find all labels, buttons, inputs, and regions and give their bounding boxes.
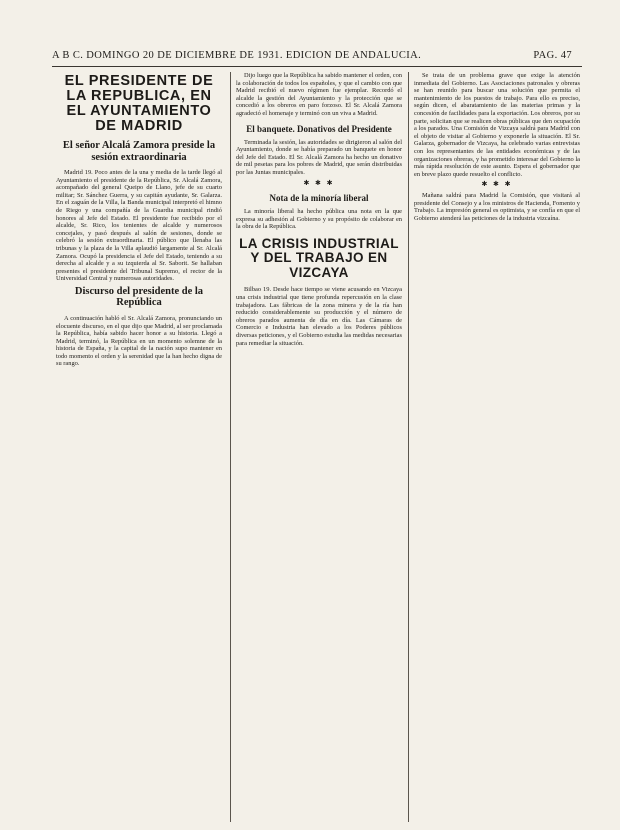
article-body: La minoría liberal ha hecho pública una nota en la que expresa su adhesión al Gobierno y su propósito de colaborar en la obra de la República.: [236, 208, 402, 231]
subhead-sesion: El señor Alcalá Zamora preside la sesión extraordinaria: [62, 140, 216, 163]
section-divider: ✱ ✱ ✱: [481, 180, 513, 189]
article-body: Mañana saldrá para Madrid la Comisión, que visitará al presidente del Consejo y a los ministros de Hacienda, Fomento y Trabajo. La impresión general es optimista, y se confía en que el Gobierno atenderá las peticiones de la industria vizcaína.: [414, 191, 580, 222]
article-body: Bilbao 19. Desde hace tiempo se viene acusando en Vizcaya una crisis industrial que tiene profunda repercusión en la clase trabajadora. Las fábricas de la zona minera y de la ría han reducido considerablemente su producción y el número de obreros parados aumenta de día en día. Las Cámaras de Comercio e Industria han elevado a los Poderes públicos diversas peticiones, y el Gobierno estudia las medidas necesarias para remediar la situación.: [236, 286, 402, 347]
column-2: [236, 72, 402, 822]
subhead-discurso: Discurso del presidente de la República: [74, 285, 204, 309]
column-divider: [230, 72, 231, 822]
section-divider: ✱ ✱ ✱: [303, 178, 335, 187]
page-number: PAG. 47: [533, 50, 572, 61]
header-rule: [52, 66, 582, 67]
column-1: [56, 72, 222, 822]
article-body: Terminada la sesión, las autoridades se dirigieron al salón del Ayuntamiento, donde se había preparado un banquete en honor del Jefe del Estado. El Sr. Alcalá Zamora ha hecho un donativo de mil pesetas para los pobres de Madrid, que serán distribuidas por las Juntas municipales.: [236, 138, 402, 176]
column-3: [414, 72, 580, 822]
headline-crisis: LA CRISIS INDUSTRIAL Y DEL TRABAJO EN VIZCAYA: [239, 235, 399, 280]
article-body: A continuación habló el Sr. Alcalá Zamora, pronunciando un elocuente discurso, en el que dijo que Madrid, al ser proclamada la República, había sabido hacer honor a su historia. Llegó a Madrid, terminó, la República en un momento solemne de la historia de España, y la capital de la nación supo mantener en todo momento el orden y la serenidad que la han hecho digna de su rango.: [56, 314, 222, 368]
running-head: [52, 50, 572, 61]
article-body: Dijo luego que la República ha sabido mantener el orden, con la colaboración de todos los españoles, y que el cambio con que Madrid recibió el nuevo régimen fue ejemplar. Recordó el alcalde la gestión del Ayuntamiento y la protección que se concedió a los obreros en paro forzoso. El Sr. Alcalá Zamora agradeció el homenaje y terminó con un viva a Madrid.: [236, 72, 402, 117]
subhead-minoria: Nota de la minoría liberal: [269, 193, 369, 204]
headline-presidente: EL PRESIDENTE DE LA REPUBLICA, EN EL AYUNTAMIENTO DE MADRID: [64, 73, 214, 134]
column-divider: [408, 72, 409, 822]
masthead-date: A B C. DOMINGO 20 DE DICIEMBRE DE 1931. EDICION DE ANDALUCIA.: [52, 50, 422, 61]
subhead-banquete: El banquete. Donativos del Presidente: [246, 123, 392, 134]
article-body: Se trata de un problema grave que exige la atención inmediata del Gobierno. Las Asociaciones patronales y obreras se han reunido para buscar una solución que permita el mantenimiento de los puestos de trabajo. Para ello es preciso, según dicen, el abaratamiento de las materias primas y la concesión de facilidades para la exportación. Los obreros, por su parte, solicitan que se realicen obras públicas que den ocupación a los parados. Una Comisión de Vizcaya saldrá para Madrid con el objeto de visitar al Gobierno y exponerle la situación. El Sr. Galarza, gobernador de Vizcaya, ha celebrado varias entrevistas con los representantes de las entidades económicas y de las organizaciones obreras, y ha prometido interesar del Gobierno la más rápida resolución de este asunto. Espera el gobernador que en breve plazo quede resuelto el conflicto.: [414, 72, 580, 178]
article-body: Madrid 19. Poco antes de la una y media de la tarde llegó al Ayuntamiento el presidente de la República, Sr. Alcalá Zamora, acompañado del general Queipo de Llano, jefe de su cuarto militar; Sr. Sánchez Guerra, y su capitán ayudante, Sr. Galarza. En el zaguán de la Villa, la Banda municipal interpretó el himno de Riego y una compañía de la Guardia municipal rindió honores al Jefe del Estado. El presidente fue recibido por el alcalde, Sr. Rico, los tenientes de alcalde y numerosos concejales, y pasó después al salón de sesiones, donde se celebró la sesión extraordinaria. El público que llenaba las tribunas y la plaza de la Villa aplaudió largamente al Sr. Alcalá Zamora. Ocupó la presidencia el Jefe del Estado, teniendo a su derecha al alcalde y a su izquierda al Sr. Saborit. Se hallaban presentes el presidente del Tribunal Supremo, el rector de la Universidad Central y numerosas autoridades.: [56, 169, 222, 283]
